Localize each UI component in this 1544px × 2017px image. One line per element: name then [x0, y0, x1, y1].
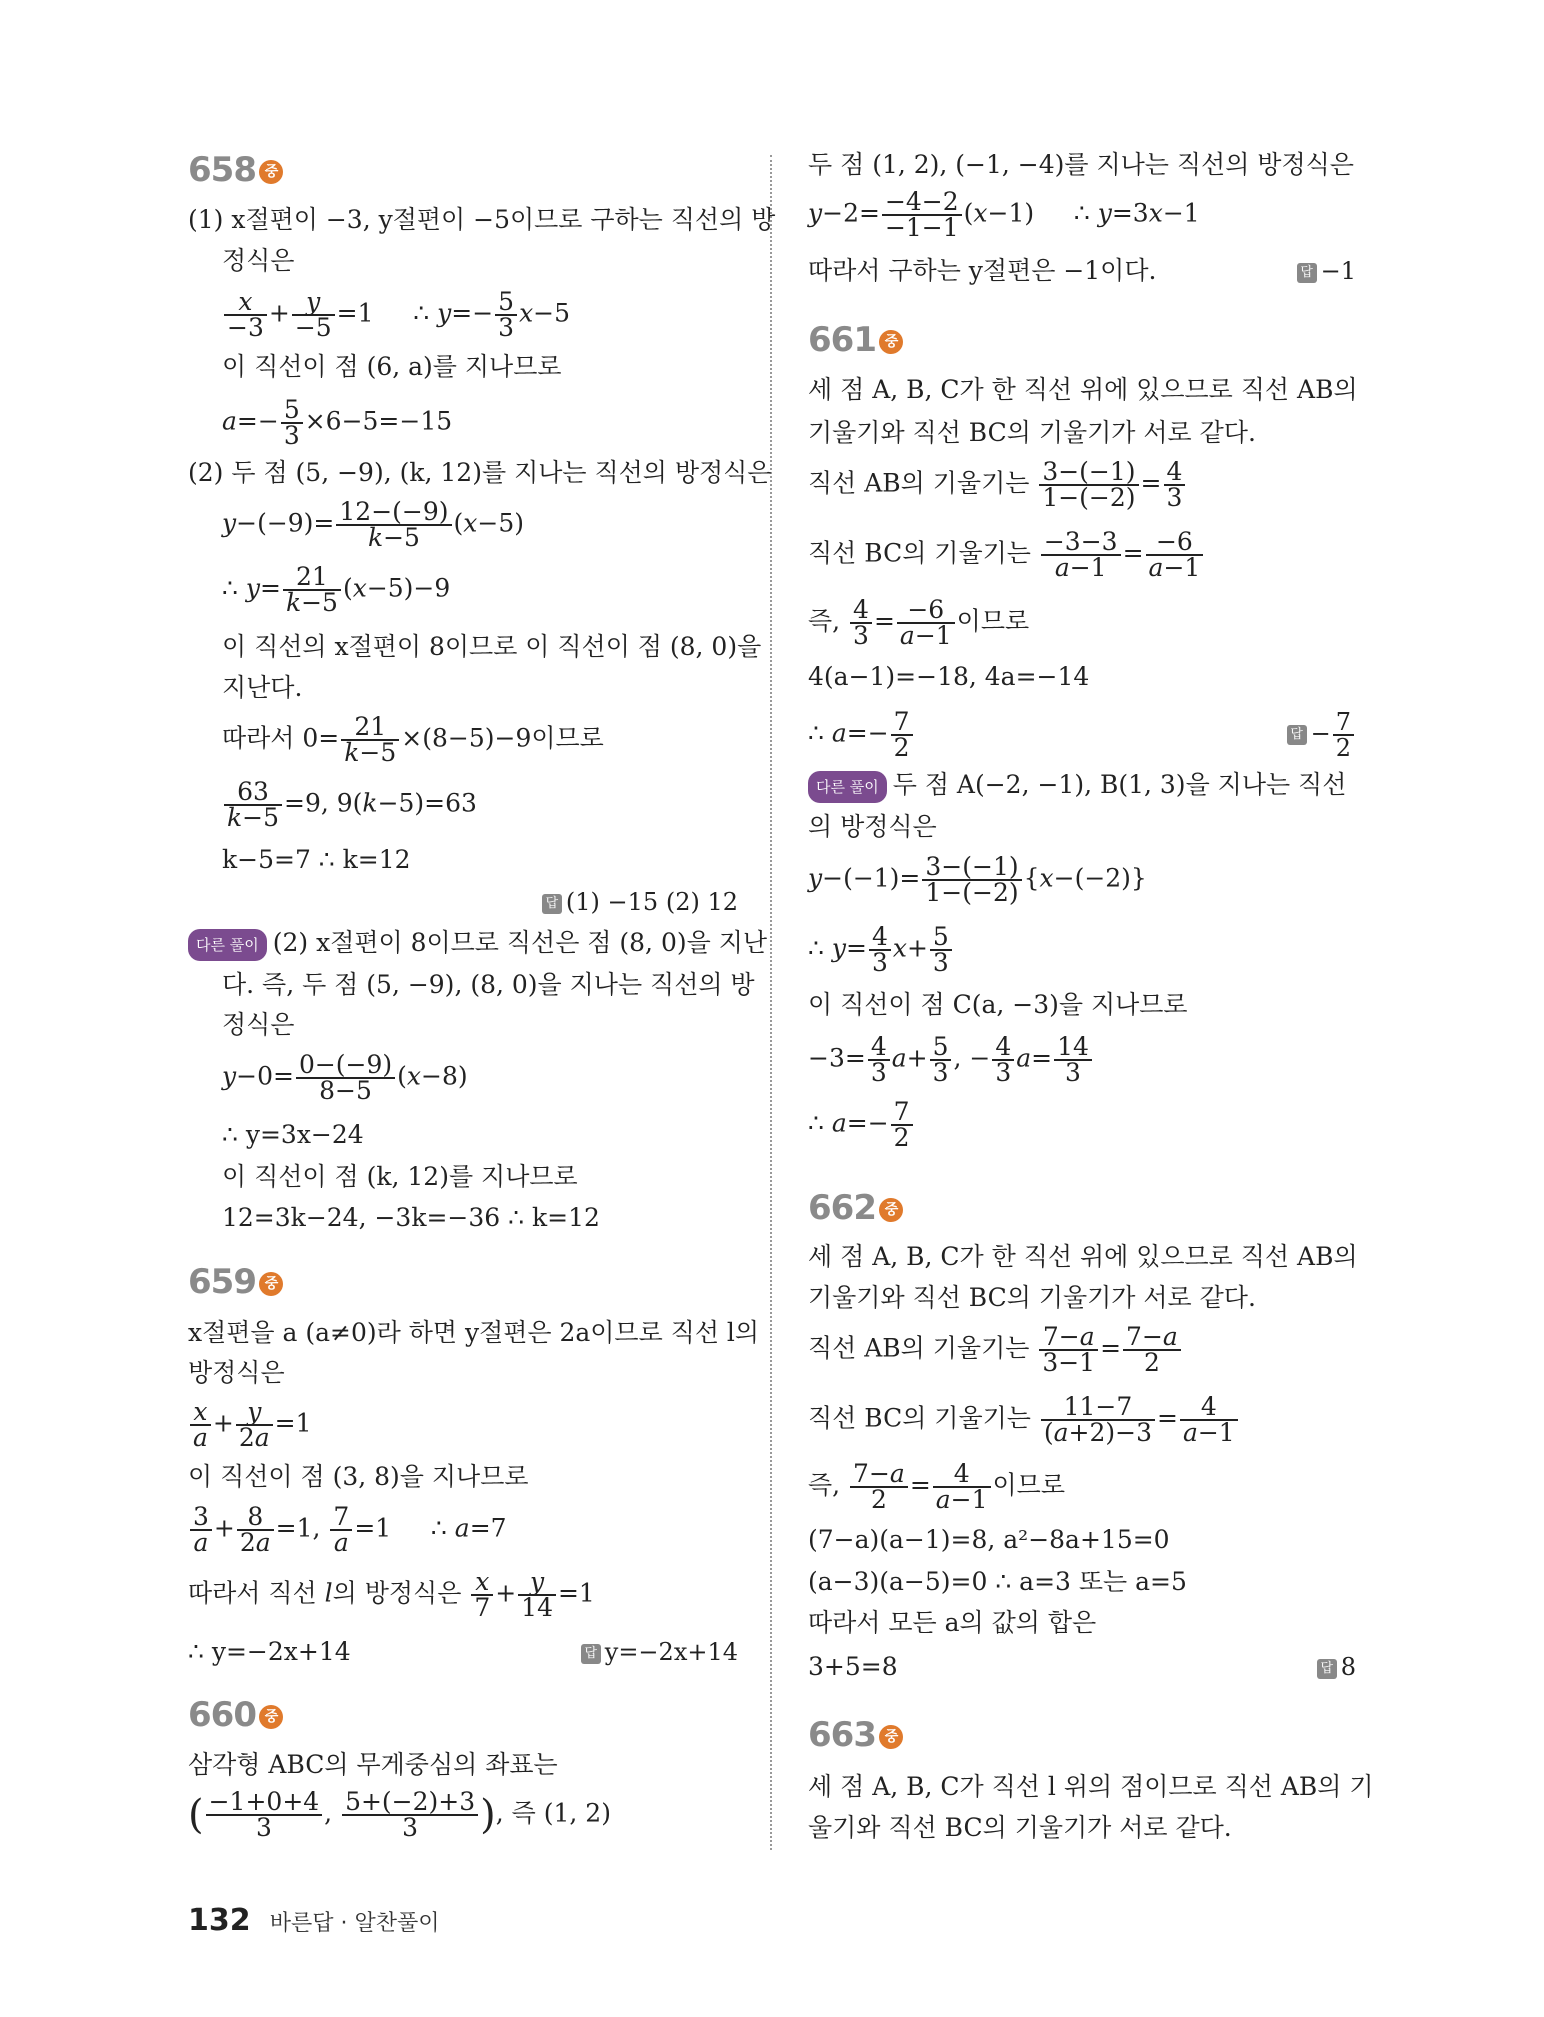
solution-line: 기울기와 직선 BC의 기울기가 서로 같다. [808, 1283, 1256, 1312]
problem-header-662: 662 중 [808, 1188, 903, 1228]
alt-solution-badge: 다른 풀이 [188, 929, 267, 961]
difficulty-badge: 중 [259, 160, 283, 184]
alt-solution-line: 정식은 [222, 1010, 295, 1039]
difficulty-badge: 중 [259, 1272, 283, 1296]
solution-line: 이 직선이 점 (3, 8)을 지나므로 [188, 1462, 529, 1491]
solution-line: 두 점 (1, 2), (−1, −4)를 지나는 직선의 방정식은 [808, 150, 1354, 179]
solution-line: (a−3)(a−5)=0 ∴ a=3 또는 a=5 [808, 1567, 1187, 1596]
equation: $\frac{3}{a}$ + $\frac{8}{2a}$ =1, $\frac{7}{a}$ =1 ∴ a=7 [188, 1505, 507, 1555]
solution-line: 3+5=8 [808, 1652, 898, 1681]
solution-line: 지난다. [222, 673, 303, 702]
answer-661: 답 − $\frac{7}{2}$ [1287, 710, 1356, 760]
equation: y−0= $\frac{0-(-9)}{8-5}$ (x−8) [222, 1050, 468, 1105]
solution-line: 방정식은 [188, 1358, 285, 1387]
equation: 직선 BC의 기울기는 $\frac{-3-3}{a-1}$ = $\frac{-6}{a-1}$ [808, 530, 1205, 580]
equation: a=− $\frac{5}{3}$ ×6−5=−15 [222, 395, 453, 450]
answer-659: 답 y=−2x+14 [581, 1637, 738, 1667]
difficulty-badge: 중 [879, 1198, 903, 1222]
alt-solution-line: 이 직선이 점 (k, 12)를 지나므로 [222, 1162, 578, 1191]
column-divider [770, 155, 772, 1850]
equation: ( $\frac{-1+0+4}{3}$ , $\frac{5+(-2)+3}{3}$ ), 즉 (1, 2) [188, 1787, 611, 1842]
equation: ∴ y= $\frac{4}{3}$ x+ $\frac{5}{3}$ [808, 925, 954, 975]
problem-header-660: 660 중 [188, 1695, 283, 1735]
difficulty-badge: 중 [879, 1725, 903, 1749]
difficulty-badge: 중 [879, 330, 903, 354]
equation: y−(−9)= $\frac{12-(-9)}{k-5}$ (x−5) [222, 497, 524, 552]
solution-line: (2) 두 점 (5, −9), (k, 12)를 지나는 직선의 방정식은 [188, 458, 772, 487]
equation: 즉, $\frac{7-a}{2}$ = $\frac{4}{a-1}$ 이므로 [808, 1459, 1065, 1514]
answer-662: 답 8 [1317, 1652, 1356, 1682]
equation: ∴ a=− $\frac{7}{2}$ [808, 1100, 915, 1150]
equation: ∴ y= $\frac{21}{k-5}$ (x−5)−9 [222, 562, 451, 617]
page-footer [188, 1903, 439, 1938]
equation: $\frac{x}{-3}$ + $\frac{y}{-5}$ =1 ∴ y=− $\frac{5}{3}$ x−5 [222, 290, 570, 340]
alt-solution-line: 12=3k−24, −3k=−36 ∴ k=12 [222, 1203, 600, 1232]
equation: 직선 BC의 기울기는 $\frac{11-7}{(a+2)-3}$ = $\frac{4}{a-1}$ [808, 1395, 1240, 1445]
equation: 직선 AB의 기울기는 $\frac{3-(-1)}{1-(-2)}$ = $\frac{4}{3}$ [808, 460, 1187, 510]
solution-line: 세 점 A, B, C가 한 직선 위에 있으므로 직선 AB의 [808, 375, 1358, 404]
solution-line: (1) x절편이 −3, y절편이 −5이므로 구하는 직선의 방 [188, 205, 776, 234]
page-number: 132 [188, 1903, 251, 1938]
equation: ∴ a=− $\frac{7}{2}$ [808, 710, 915, 760]
solution-line: 세 점 A, B, C가 한 직선 위에 있으므로 직선 AB의 [808, 1242, 1358, 1271]
problem-header-658: 658 중 [188, 150, 283, 190]
alt-solution-line: ∴ y=3x−24 [222, 1120, 364, 1149]
solution-line: ∴ y=−2x+14 [188, 1637, 351, 1666]
equation: 따라서 0= $\frac{21}{k-5}$ ×(8−5)−9이므로 [222, 712, 604, 767]
book-title: 바른답 · 알찬풀이 [269, 1911, 440, 1936]
solution-line: 정식은 [222, 246, 295, 275]
solution-line: 세 점 A, B, C가 직선 l 위의 점이므로 직선 AB의 기 [808, 1772, 1374, 1801]
answer-658: 답 (1) −15 (2) 12 [542, 887, 738, 917]
alt-solution-line: 다른 풀이 두 점 A(−2, −1), B(1, 3)을 지나는 직선 [808, 770, 1346, 803]
solution-line: 이 직선의 x절편이 8이므로 이 직선이 점 (8, 0)을 [222, 632, 762, 661]
solution-line: k−5=7 ∴ k=12 [222, 845, 411, 874]
equation: $\frac{63}{k-5}$ =9, 9(k−5)=63 [222, 780, 477, 830]
alt-solution-line: 다른 풀이 (2) x절편이 8이므로 직선은 점 (8, 0)을 지난 [188, 928, 767, 961]
alt-solution-line: 다. 즉, 두 점 (5, −9), (8, 0)을 지나는 직선의 방 [222, 970, 755, 999]
solution-line: (7−a)(a−1)=8, a²−8a+15=0 [808, 1525, 1170, 1554]
solution-line: 따라서 모든 a의 값의 합은 [808, 1608, 1097, 1637]
problem-header-663: 663 중 [808, 1715, 903, 1755]
solution-line: 울기와 직선 BC의 기울기가 서로 같다. [808, 1813, 1232, 1842]
difficulty-badge: 중 [259, 1705, 283, 1729]
solution-line: x절편을 a (a≠0)라 하면 y절편은 2a이므로 직선 l의 [188, 1318, 760, 1347]
equation: $\frac{x}{a}$ + $\frac{y}{2a}$ =1 [188, 1400, 312, 1450]
alt-solution-line: 이 직선이 점 C(a, −3)을 지나므로 [808, 990, 1188, 1019]
equation: −3= $\frac{4}{3}$ a+ $\frac{5}{3}$ , − $\frac{4}{3}$ a= $\frac{14}{3}$ [808, 1035, 1094, 1085]
solution-line: 4(a−1)=−18, 4a=−14 [808, 662, 1090, 691]
problem-header-659: 659 중 [188, 1262, 283, 1302]
alt-solution-badge: 다른 풀이 [808, 771, 887, 803]
equation: 직선 AB의 기울기는 $\frac{7-a}{3-1}$ = $\frac{7-a}{2}$ [808, 1325, 1183, 1375]
answer-660: 답 −1 [1297, 256, 1356, 286]
solution-line: 삼각형 ABC의 무게중심의 좌표는 [188, 1750, 558, 1779]
solution-line: 따라서 구하는 y절편은 −1이다. [808, 256, 1157, 285]
equation: 따라서 직선 l의 방정식은 $\frac{x}{7}$ + $\frac{y}{14}$ =1 [188, 1567, 595, 1622]
equation: y−(−1)= $\frac{3-(-1)}{1-(-2)}$ {x−(−2)} [808, 852, 1147, 907]
solution-line: 이 직선이 점 (6, a)를 지나므로 [222, 352, 562, 381]
problem-header-661: 661 중 [808, 320, 903, 360]
solution-line: 기울기와 직선 BC의 기울기가 서로 같다. [808, 418, 1256, 447]
equation: 즉, $\frac{4}{3}$ = $\frac{-6}{a-1}$ 이므로 [808, 595, 1030, 650]
equation: y−2= $\frac{-4-2}{-1-1}$ (x−1) ∴ y=3x−1 [808, 187, 1200, 242]
alt-solution-line: 의 방정식은 [808, 812, 937, 841]
